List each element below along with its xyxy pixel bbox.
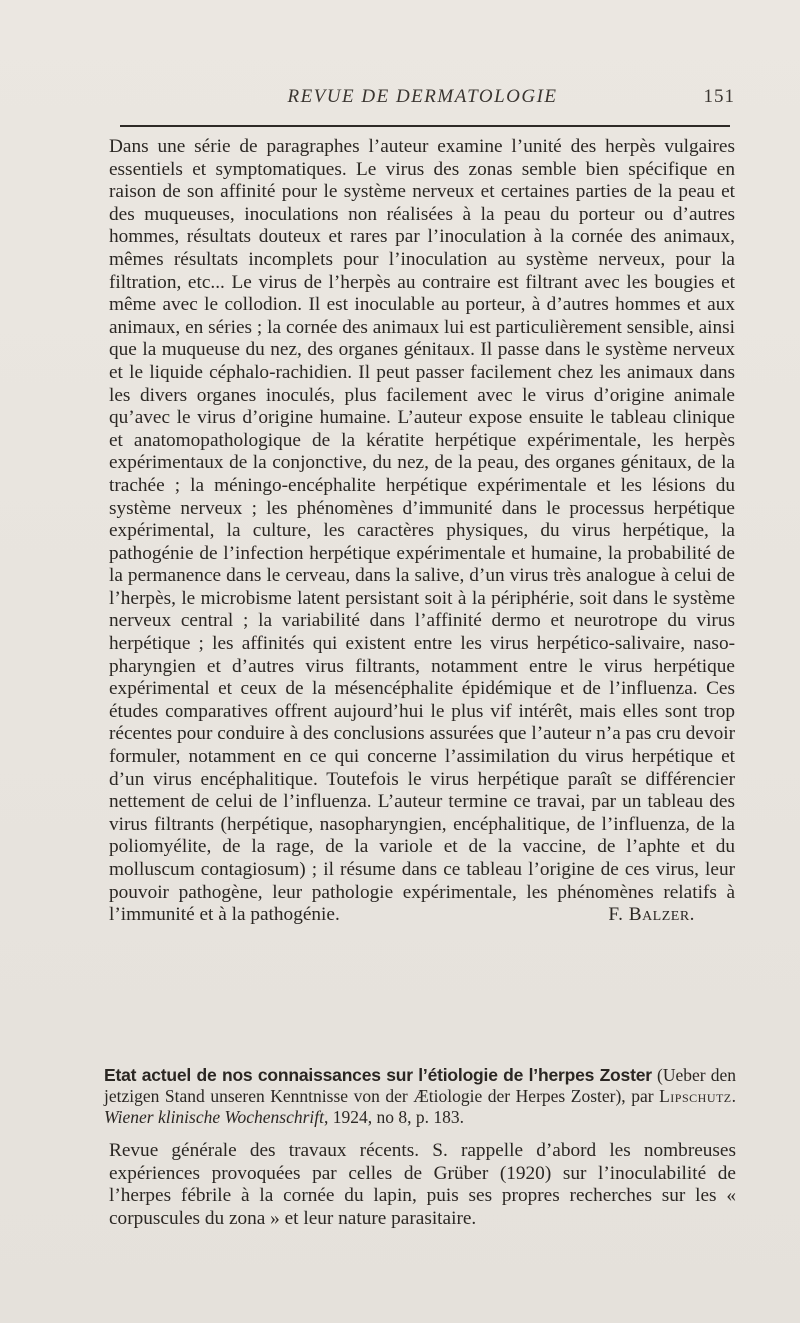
running-head: REVUE DE DERMATOLOGIE bbox=[287, 86, 558, 107]
review-signature: F. Balzer. bbox=[608, 904, 695, 926]
article-journal: Wiener klinische Wochenschrift bbox=[104, 1107, 324, 1127]
article-summary: Revue générale des travaux récents. S. rappelle d’abord les nombreuses expériences provoquées par celles de Grüber (1920) sur l’inoculabilité de l’herpes fébrile à la cornée du lapin, puis ses propres recherches sur les « corpuscules du zona » et leur nature parasitaire. bbox=[109, 1140, 736, 1229]
article-heading: Etat actuel de nos connaissances sur l’étiologie de l’herpes Zoster (Ueber den jetzigen Stand unseren Kenntnisse von der Ætiologie der Herpes Zoster), par Lipschutz. Wiener klinische Wochenschrift, 1924, no 8, p. 183. bbox=[104, 1065, 737, 1127]
article-citation: , 1924, no 8, p. 183. bbox=[324, 1107, 464, 1127]
article-title: Etat actuel de nos connaissances sur l’étiologie de l’herpes Zoster bbox=[104, 1065, 652, 1085]
article-original-title: (Ueber den jetzigen Stand unseren Kenntnisse von der Ætiologie der Herpes Zoster), par bbox=[104, 1065, 737, 1106]
article-entry bbox=[104, 1065, 736, 1230]
review-paragraph: Dans une série de paragraphes l’auteur examine l’unité des herpès vulgaires essentiels et symptomatiques. Le virus des zonas semble bien spécifique en raison de son affinité pour le système nerveux et certaines parties de la peau et des muqueuses, inoculations non réalisées à la peau du porteur ou d’autres hommes, résultats douteux et rares par l’inoculation à la cornée des animaux, mêmes résultats incomplets pour l’inoculation au système nerveux, pour la filtration, etc... Le virus de l’herpès au contraire est filtrant avec les bougies et même avec le collodion. Il est inoculable au porteur, à d’autres hommes et aux animaux, en séries ; la cornée des animaux lui est particulièrement sensible, ainsi que la muqueuse du nez, des organes génitaux. Il passe dans le système nerveux et le liquide céphalo-rachidien. Il peut passer facilement chez les animaux dans les divers organes inoculés, plus facilement avec le virus d’origine animale qu’avec le virus d’origine humaine. L’auteur expose ensuite le tableau clinique et anatomopathologique de la kératite herpétique expérimentale, les herpès expérimentaux de la conjonctive, du nez, de la peau, des organes génitaux, de la trachée ; la méningo-encéphalite herpétique expérimentale et les lésions du système nerveux ; les phénomènes d’immunité dans le processus herpétique expérimental, la culture, les caractères physiques, du virus herpétique, la pathogénie de l’infection herpétique expérimentale et humaine, la probabilité de la permanence dans le cerveau, dans la salive, d’un virus très analogue à celui de l’herpès, le microbisme latent persistant soit à la périphérie, soit dans le système nerveux central ; la variabilité dans l’affinité dermo et neurotrope du virus herpétique ; les affinités qui existent entre les virus herpético-salivaire, naso-pharyngien et d’autres virus filtrants, notamment entre le virus herpétique expérimental et ceux de la mésencéphalite épidémique et de l’influenza. Ces études comparatives offrent aujourd’hui le plus vif intérêt, mais elles sont trop récentes pour conduire à des conclusions assurées que l’auteur n’a pas cru devoir formuler, notamment en ce qui concerne l’assimilation du virus herpétique et d’un virus encéphalitique. Toutefois le virus herpétique paraît se différencier nettement de celui de l’influenza. L’auteur termine ce travai, par un tableau des virus filtrants (herpétique, nasopharyngien, encéphalitique, de l’influenza, de la poliomyélite, de la rage, de la variole et de la vaccine, de l’aphte et du molluscum contagiosum) ; il résume dans ce tableau l’origine de ces virus, leur pouvoir pathogène, leur pathologie expérimentale, les phénomènes relatifs à l’immunité et à la pathogénie. bbox=[109, 136, 735, 926]
page-header bbox=[110, 86, 735, 114]
review-body bbox=[109, 136, 735, 927]
page-number: 151 bbox=[703, 86, 735, 107]
article-author: Lipschutz bbox=[659, 1086, 732, 1106]
header-rule bbox=[120, 125, 730, 127]
